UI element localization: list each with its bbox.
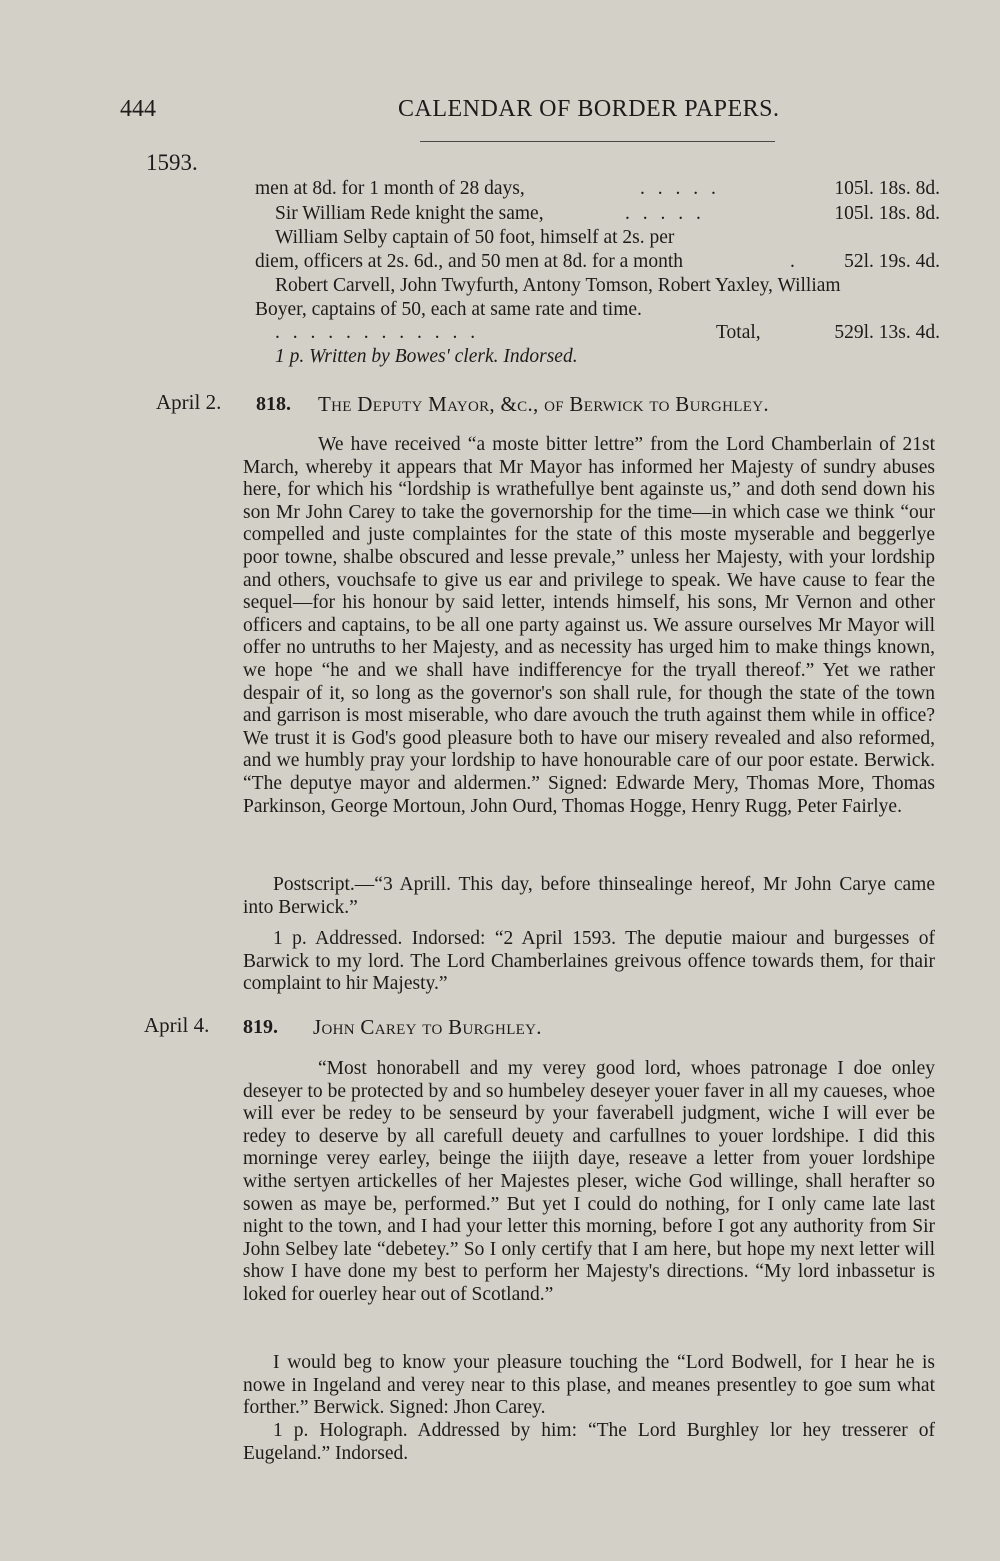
entry-number: 818. <box>256 393 291 415</box>
header-rule <box>420 141 775 142</box>
entry-date: April 4. <box>144 1013 210 1037</box>
document-note: 1 p. Addressed. Indorsed: “2 April 1593. The deputie maiour and burgesses of Barwick to my lord. The Lord Chamberlaines greivous offence towards them, for thair complaint to hir Majesty.” <box>243 928 935 995</box>
account-line: men at 8d. for 1 month of 28 days, <box>255 178 525 199</box>
total-label: Total, <box>716 322 761 343</box>
entry-title: The Deputy Mayor, &c., of Berwick to Burghley. <box>318 392 769 416</box>
entry-title: John Carey to Burghley. <box>313 1015 542 1039</box>
leader-dots: . . . . . <box>625 203 705 224</box>
entry-postscript: Postscript.—“3 Aprill. This day, before thinsealinge hereof, Mr John Carye came into Berwick.” <box>243 874 935 918</box>
document-note: 1 p. Written by Bowes' clerk. Indorsed. <box>275 346 578 367</box>
entry-body-continued: I would beg to know your pleasure touching the “Lord Bodwell, for I hear he is nowe in Ingeland and verey near to this plase, and meanes presentley to goe sum what forther.” Berwick. Signed: Jhon Carey. <box>243 1352 935 1419</box>
entry-date: April 2. <box>156 390 222 414</box>
account-amount: 105l. 18s. 8d. <box>834 178 940 199</box>
leader-dots: . <box>790 251 795 272</box>
document-note: 1 p. Holograph. Addressed by him: “The Lord Burghley lor hey tresserer of Eugeland.” Indorsed. <box>243 1420 935 1464</box>
running-title: CALENDAR OF BORDER PAPERS. <box>398 96 780 122</box>
leader-dots: . . . . . . . . . . . . <box>275 322 480 343</box>
entry-body: We have received “a moste bitter lettre” from the Lord Chamberlain of 21st March, whereby it appears that Mr Mayor has informed her Majesty of sundry abuses here, for which his “lordship is wrathefullye bent againste us,” and doth send down his son Mr John Carey to take the governorship for the time—in which case we think “our compelled and juste complaintes for the state of this moste myserable and beggerlye poor towne, shalbe obscured and lesse prevale,” unless her Majesty, with your lordship and others, vouchsafe to give us ear and privilege to speak. We have cause to fear the sequel—for his honour by said letter, intends himself, his sons, Mr Vernon and other officers and captains, to be all one party against us. We assure ourselves Mr Mayor will offer no untruths to her Majesty, and as necessity has urged him to make things known, we hope “he and we shall have indifferencye for the tryall thereof.” Yet we rather despair of it, so long as the governor's son shall rule, for though the state of the town and garrison is most miserable, who dare avouch the truth against them while in office? We trust it is God's good pleasure both to have our misery revealed and also reformed, and we humbly pray your lordship to have honourable care of our poor estate. Berwick. “The deputye mayor and aldermen.” Signed: Edwarde Mery, Thomas More, Thomas Parkinson, George Mortoun, John Ourd, Thomas Hogge, Henry Rugg, Peter Fairlye. <box>243 434 935 817</box>
page-number: 444 <box>120 96 156 122</box>
entry-body: “Most honorabell and my verey good lord, whoes patronage I doe onley deseyer to be protected by and so humbeley deseyer youer faver in all my caueses, whoe will ever be redey to be senseurd by your faverabell judgment, wiche I will ever be redey to deserve by all carefull deuety and carfullnes to youer lordshipe. I did this morninge verey earley, beinge the iiijth daye, reseave a letter from youer lordshipe withe sertyen artickelles of her Majestes pleser, wiche God willinge, shall herafter so sowen as maye be, performed.” But yet I could do nothing, for I only came late last night to the town, and I had your letter this morning, before I got any authority from Sir John Selbey late “debetey.” So I only certify that I am here, but hope my next letter will show I have done my best to perform her Majesty's directions. “My lord inbassetur is loked for ouerley hear out of Scotland.” <box>243 1058 935 1305</box>
account-amount: 52l. 19s. 4d. <box>844 251 940 272</box>
leader-dots: . . . . . <box>640 178 720 199</box>
account-line: Robert Carvell, John Twyfurth, Antony Tomson, Robert Yaxley, William <box>275 275 841 296</box>
entry-number: 819. <box>243 1016 278 1038</box>
account-line: diem, officers at 2s. 6d., and 50 men at 8d. for a month <box>255 251 684 272</box>
account-line: William Selby captain of 50 foot, himself at 2s. per <box>275 227 675 248</box>
account-line: Boyer, captains of 50, each at same rate and time. <box>255 299 642 320</box>
total-amount: 529l. 13s. 4d. <box>834 322 940 343</box>
year-label: 1593. <box>146 150 198 175</box>
account-line: Sir William Rede knight the same, <box>275 203 544 224</box>
account-amount: 105l. 18s. 8d. <box>834 203 940 224</box>
